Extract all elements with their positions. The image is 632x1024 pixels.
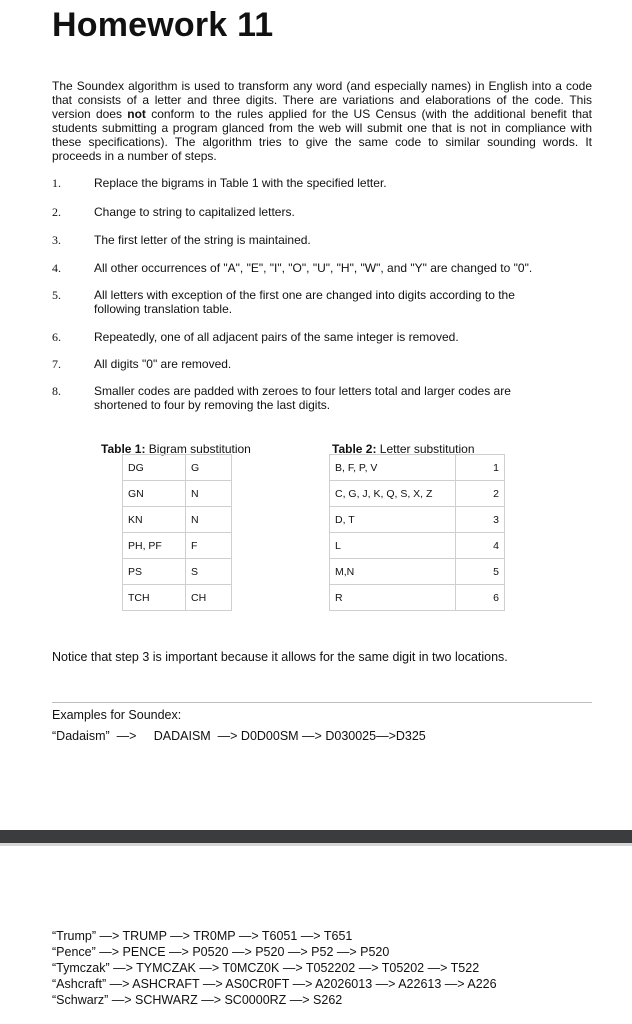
- step-text: The first letter of the string is maintained.: [94, 233, 311, 247]
- table-row: [123, 507, 232, 533]
- table-cell: N: [186, 481, 232, 507]
- step-number: 6.: [52, 330, 61, 344]
- table-cell: 4: [456, 533, 505, 559]
- table-row: [123, 559, 232, 585]
- step-number: 4.: [52, 261, 61, 275]
- table-cell: PH, PF: [123, 533, 186, 559]
- table2-caption-text: Letter substitution: [376, 442, 475, 456]
- page-title: Homework 11: [52, 6, 274, 44]
- step-text: Change to string to capitalized letters.: [94, 205, 295, 219]
- table-cell: DG: [123, 455, 186, 481]
- notice-text: Notice that step 3 is important because it allows for the same digit in two locations.: [52, 650, 508, 664]
- example-line: “Schwarz” —> SCHWARZ —> SC0000RZ —> S262: [52, 993, 343, 1007]
- intro-text-1: The Soundex algorithm is used to transform any word (and especially names) in English into a code that consists of a letter and three digits. There are variations and elaborations of the code. This version does: [52, 79, 592, 121]
- table-cell: N: [186, 507, 232, 533]
- table-row: [123, 585, 232, 611]
- table-row: [330, 559, 505, 585]
- step-number: 1.: [52, 176, 61, 190]
- table1-label: Table 1:: [101, 442, 146, 456]
- table-cell: B, F, P, V: [330, 455, 456, 481]
- table-row: [123, 481, 232, 507]
- table-row: [123, 455, 232, 481]
- step-text: All letters with exception of the first one are changed into digits according to the following translation table.: [94, 288, 515, 316]
- table-cell: 2: [456, 481, 505, 507]
- table-row: [330, 585, 505, 611]
- divider: [52, 702, 592, 703]
- step-text: Smaller codes are padded with zeroes to four letters total and larger codes are shortened to four by removing the last digits.: [94, 384, 511, 412]
- table-row: [330, 481, 505, 507]
- table-cell: 6: [456, 585, 505, 611]
- table-cell: 1: [456, 455, 505, 481]
- table-cell: CH: [186, 585, 232, 611]
- step-number: 8.: [52, 384, 61, 398]
- page-separator: [0, 830, 632, 843]
- table-cell: S: [186, 559, 232, 585]
- example-line: “Trump” —> TRUMP —> TR0MP —> T6051 —> T651: [52, 929, 353, 943]
- table-cell: C, G, J, K, Q, S, X, Z: [330, 481, 456, 507]
- table1-caption-text: Bigram substitution: [145, 442, 251, 456]
- example-line: “Ashcraft” —> ASHCRAFT —> AS0CR0FT —> A2026013 —> A22613 —> A226: [52, 977, 497, 991]
- table-cell: F: [186, 533, 232, 559]
- table-row: [123, 533, 232, 559]
- examples-list: [52, 928, 497, 1008]
- example-first: “Dadaism” —> DADAISM —> D0D00SM —> D030025—>D325: [52, 729, 426, 743]
- table2-label: Table 2:: [332, 442, 377, 456]
- table-row: [330, 507, 505, 533]
- step-text: Replace the bigrams in Table 1 with the specified letter.: [94, 176, 387, 190]
- step-number: 2.: [52, 205, 61, 219]
- intro-bold: not: [127, 107, 146, 121]
- table-cell: R: [330, 585, 456, 611]
- table-cell: GN: [123, 481, 186, 507]
- table-cell: G: [186, 455, 232, 481]
- step-number: 7.: [52, 357, 61, 371]
- table-cell: KN: [123, 507, 186, 533]
- step-number: 5.: [52, 288, 61, 302]
- intro-paragraph: [52, 79, 592, 163]
- table-cell: 3: [456, 507, 505, 533]
- example-line: “Tymczak” —> TYMCZAK —> T0MCZ0K —> T052202 —> T05202 —> T522: [52, 961, 480, 975]
- table-row: [330, 455, 505, 481]
- example-line: “Pence” —> PENCE —> P0520 —> P520 —> P52 —> P520: [52, 945, 390, 959]
- table-cell: TCH: [123, 585, 186, 611]
- page-separator-shadow: [0, 843, 632, 846]
- table-row: [330, 533, 505, 559]
- step-number: 3.: [52, 233, 61, 247]
- table-cell: L: [330, 533, 456, 559]
- intro-text-2: conform to the rules applied for the US Census (with the additional benefit that students submitting a program glanced from the web will submit one that is not in compliance with these specifications). The algorithm tries to give the same code to similar sounding words. It proceeds in a number of steps.: [52, 107, 593, 163]
- table-cell: D, T: [330, 507, 456, 533]
- step-text: All digits "0" are removed.: [94, 357, 232, 371]
- table-cell: PS: [123, 559, 186, 585]
- bigram-table: [122, 454, 232, 611]
- letter-table: [329, 454, 505, 611]
- table-cell: M,N: [330, 559, 456, 585]
- examples-heading: Examples for Soundex:: [52, 708, 182, 722]
- step-text: All other occurrences of "A", "E", "I", "O", "U", "H", "W", and "Y" are changed to "0".: [94, 261, 533, 275]
- table-cell: 5: [456, 559, 505, 585]
- step-text: Repeatedly, one of all adjacent pairs of the same integer is removed.: [94, 330, 459, 344]
